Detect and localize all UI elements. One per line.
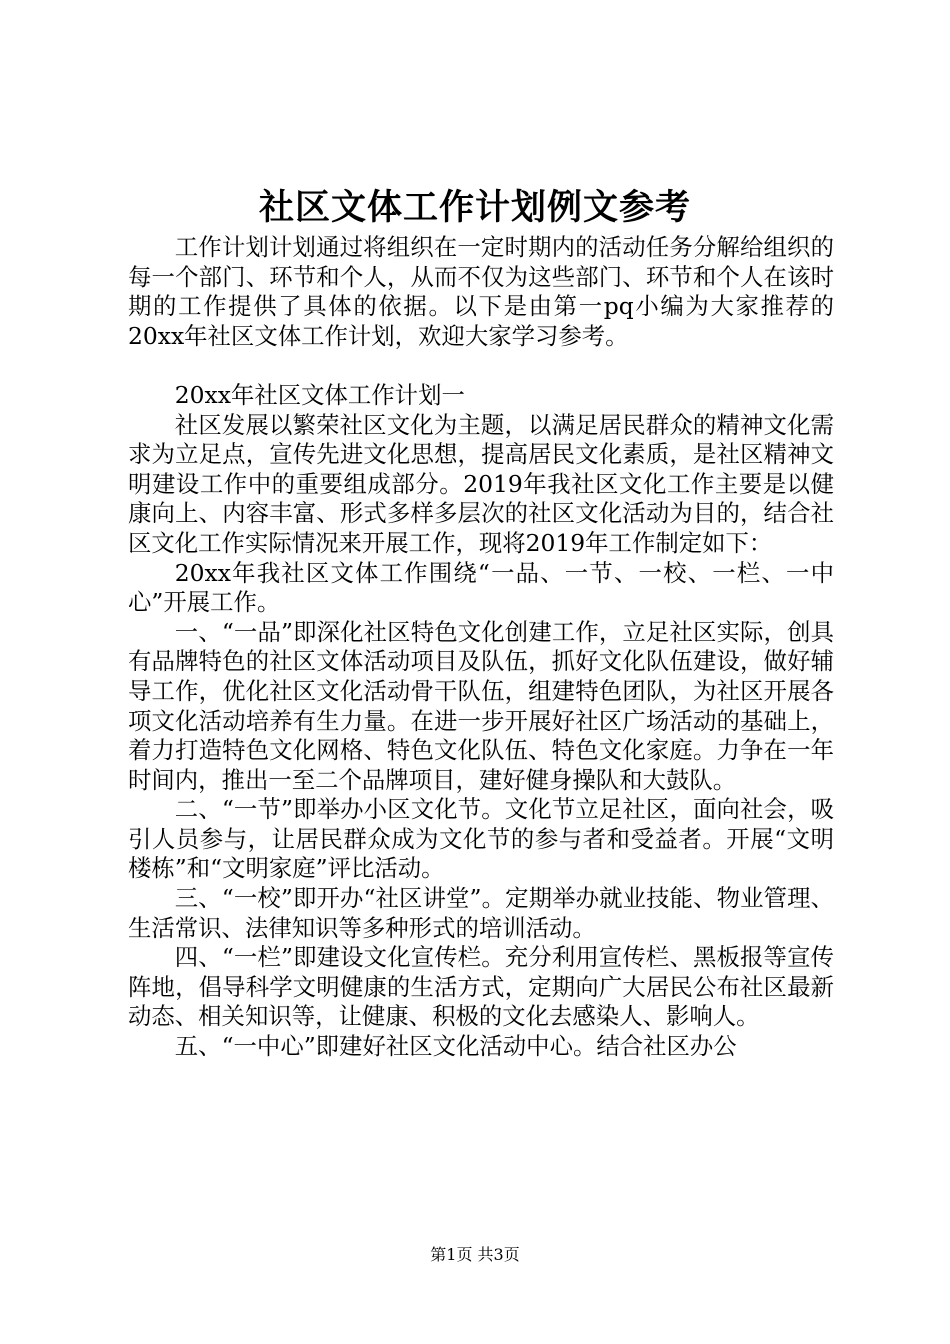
- document-title: 社区文体工作计划例文参考: [258, 187, 691, 228]
- body-paragraph: 二、“一节”即举办小区文化节。文化节立足社区，面向社会，吸引人员参与，让居民群众成为文化节的参与者和受益者。开展“文明楼栋”和“文明家庭”评比活动。: [128, 795, 834, 883]
- body-paragraph: 三、“一校”即开办“社区讲堂”。定期举办就业技能、物业管理、生活常识、法律知识等多种形式的培训活动。: [128, 884, 834, 942]
- document-body: [128, 233, 834, 1062]
- intro-paragraph: 工作计划计划通过将组织在一定时期内的活动任务分解给组织的每一个部门、环节和个人，从而不仅为这些部门、环节和个人在该时期的工作提供了具体的依据。以下是由第一pq小编为大家推荐的20xx年社区文体工作计划，欢迎大家学习参考。: [128, 233, 834, 350]
- body-paragraph: 一、“一品”即深化社区特色文化创建工作，立足社区实际，创具有品牌特色的社区文体活动项目及队伍，抓好文化队伍建设，做好辅导工作，优化社区文化活动骨干队伍，组建特色团队，为社区开展各项文化活动培养有生力量。在进一步开展好社区广场活动的基础上，着力打造特色文化网格、特色文化队伍、特色文化家庭。力争在一年时间内，推出一至二个品牌项目，建好健身操队和大鼓队。: [128, 617, 834, 794]
- paragraph-gap: [128, 351, 834, 381]
- body-paragraph: 五、“一中心”即建好社区文化活动中心。结合社区办公: [174, 1032, 737, 1061]
- body-paragraph: 社区发展以繁荣社区文化为主题，以满足居民群众的精神文化需求为立足点，宣传先进文化思想，提高居民文化素质，是社区精神文明建设工作中的重要组成部分。2019年我社区文化工作主要是以健康向上、内容丰富、形式多样多层次的社区文化活动为目的，结合社区文化工作实际情况来开展工作，现将2019年工作制定如下：: [128, 410, 834, 557]
- body-paragraph: 20xx年我社区文体工作围绕“一品、一节、一校、一栏、一中心”开展工作。: [128, 558, 834, 617]
- body-paragraph: 四、“一栏”即建设文化宣传栏。充分利用宣传栏、黑板报等宣传阵地，倡导科学文明健康的生活方式，定期向广大居民公布社区最新动态、相关知识等，让健康、积极的文化去感染人、影响人。: [128, 943, 834, 1031]
- section-heading: 20xx年社区文体工作计划一: [174, 380, 465, 409]
- page-footer: 第1页 共3页: [430, 1245, 520, 1264]
